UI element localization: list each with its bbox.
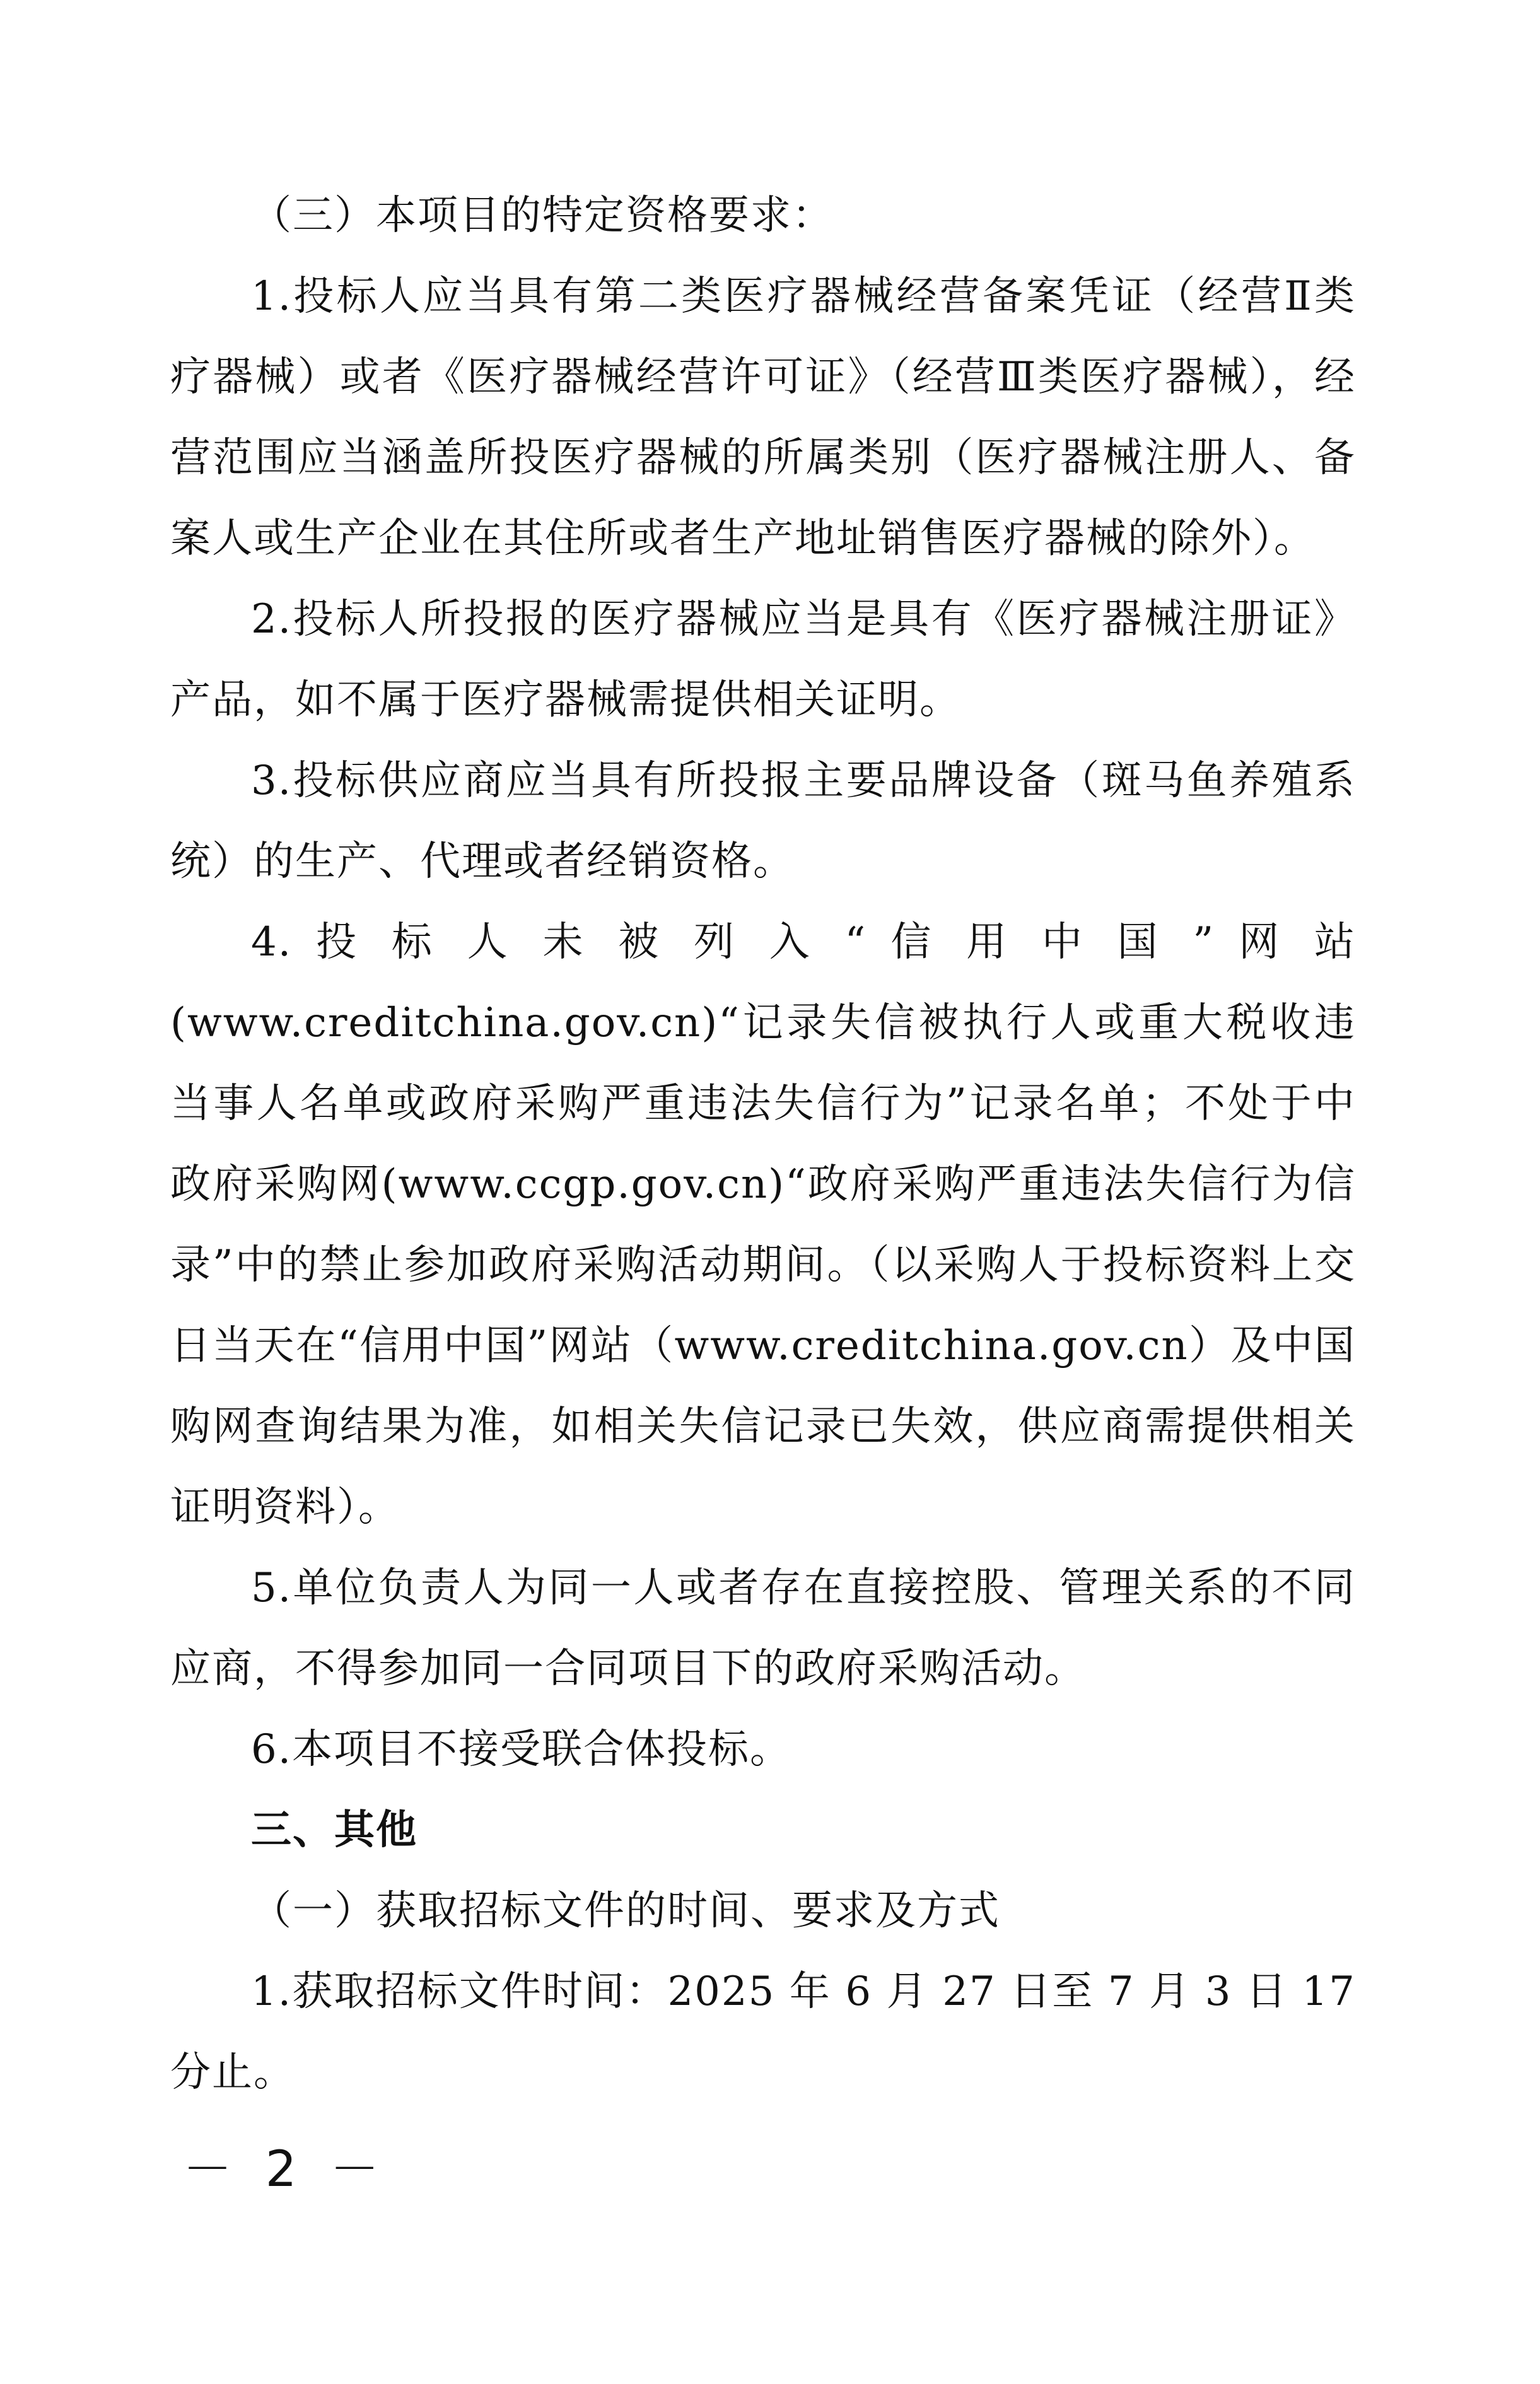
paragraph-line: 案人或生产企业在其住所或者生产地址销售医疗器械的除外）。 xyxy=(170,515,1315,562)
paragraph-line: 5.单位负责人为同一人或者存在直接控股、管理关系的不同 xyxy=(251,1565,1356,1611)
paragraph-line: 产品，如不属于医疗器械需提供相关证明。 xyxy=(170,677,961,723)
page-number: － 2 － xyxy=(183,2141,388,2198)
paragraph-line: 营范围应当涵盖所投医疗器械的所属类别（医疗器械注册人、备 xyxy=(170,435,1356,481)
paragraph-line: 统）的生产、代理或者经销资格。 xyxy=(170,838,795,885)
section-heading-other: 三、其他 xyxy=(251,1807,417,1854)
paragraph-line: 分止。 xyxy=(170,2049,295,2096)
paragraph-line: 6.本项目不接受联合体投标。 xyxy=(251,1726,792,1773)
paragraph-line: 2.投标人所投报的医疗器械应当是具有《医疗器械注册证》 xyxy=(251,596,1356,643)
paragraph-line: 1.投标人应当具有第二类医疗器械经营备案凭证（经营Ⅱ类 xyxy=(251,273,1356,320)
paragraph-line: 应商，不得参加同一合同项目下的政府采购活动。 xyxy=(170,1645,1086,1692)
paragraph-line: 购网查询结果为准，如相关失信记录已失效，供应商需提供相关 xyxy=(170,1403,1356,1450)
paragraph-line: 证明资料）。 xyxy=(170,1484,400,1531)
subsection-heading: （一）获取招标文件的时间、要求及方式 xyxy=(251,1888,1000,1934)
paragraph-line: 政府采购网(www.ccgp.gov.cn)“政府采购严重违法失信行为信 xyxy=(170,1161,1356,1208)
paragraph-line: 疗器械）或者《医疗器械经营许可证》（经营Ⅲ类医疗器械），经 xyxy=(170,354,1356,400)
paragraph-line: 1.获取招标文件时间：2025 年 6 月 27 日至 7 月 3 日 17 xyxy=(251,1968,1356,2015)
paragraph-line: (www.creditchina.gov.cn)“记录失信被执行人或重大税收违 xyxy=(170,1000,1356,1046)
paragraph-line: 3.投标供应商应当具有所投报主要品牌设备（斑马鱼养殖系 xyxy=(251,757,1356,804)
paragraph-line: 当事人名单或政府采购严重违法失信行为”记录名单；不处于中 xyxy=(170,1080,1356,1127)
document-body xyxy=(170,175,1356,2113)
paragraph-line: 录”中的禁止参加政府采购活动期间。（以采购人于投标资料上交 xyxy=(170,1242,1356,1288)
paragraph-line: 日当天在“信用中国”网站（www.creditchina.gov.cn）及中国 xyxy=(170,1323,1356,1369)
section-heading-qualifications: （三）本项目的特定资格要求： xyxy=(251,192,834,239)
paragraph-line: 4. 投 标 人 未 被 列 入 “ 信 用 中 国 ” 网 站 xyxy=(251,919,1356,966)
